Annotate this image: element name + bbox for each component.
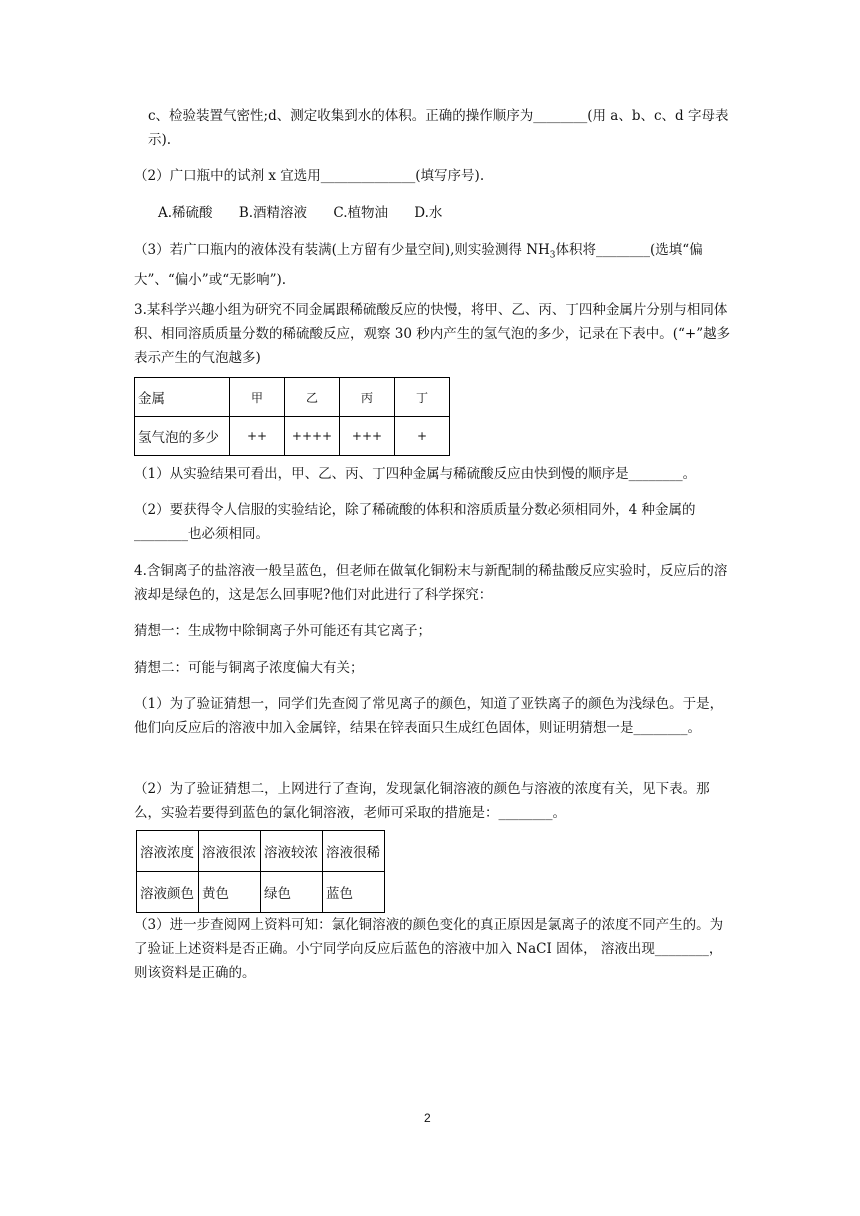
q2-step-cd: c、检验装置气密性;d、测定收集到水的体积。正确的操作顺序为________(用 a、b、c、d 字母表示).: [148, 108, 729, 148]
table-cell: 黄色: [199, 872, 261, 913]
table-cell: +++: [340, 417, 395, 456]
table-cell: 溶液较浓: [261, 831, 323, 872]
q3-intro: 3.某科学兴趣小组为研究不同金属跟稀硫酸反应的快慢，将甲、乙、丙、丁四种金属片分别与相同体积、相同溶质质量分数的稀硫酸反应，观察 30 秒内产生的氢气泡的多少，记录在下表中。(“+”越多表示产生的气泡越多): [134, 302, 731, 366]
metal-bubble-table: [134, 377, 450, 456]
option-c: C.植物油: [333, 205, 388, 221]
table-cell: 乙: [285, 378, 340, 417]
q2-sub2: （2）广口瓶中的试剂 x 宜选用______________(填写序号).: [134, 168, 485, 184]
q3-sub1: （1）从实验结果可看出，甲、乙、丙、丁四种金属与稀硫酸反应由快到慢的顺序是________。: [134, 466, 697, 482]
q2-sub3: [134, 238, 734, 292]
q4-guess1: 猜想一：生成物中除铜离子外可能还有其它离子；: [134, 623, 431, 639]
table-cell: 蓝色: [323, 872, 385, 913]
table-cell: +: [395, 417, 450, 456]
table-cell: 溶液颜色: [137, 872, 199, 913]
table-row: [135, 417, 450, 456]
q4-sub3: （3）进一步查阅网上资料可知：氯化铜溶液的颜色变化的真正原因是氯离子的浓度不同产生的。为了验证上述资料是否正确。小宁同学向反应后蓝色的溶液中加入 NaCI 固体， 溶液出现________，则该资料是正确的。: [134, 917, 724, 981]
table-row: [137, 831, 385, 872]
subscript-3: 3: [549, 250, 556, 261]
option-b: B.酒精溶液: [238, 205, 308, 221]
table-row: [135, 378, 450, 417]
concentration-color-table: [136, 830, 385, 913]
q4-intro: 4.含铜离子的盐溶液一般呈蓝色，但老师在做氧化铜粉末与新配制的稀盐酸反应实验时，反应后的溶液却是绿色的，这是怎么回事呢?他们对此进行了科学探究：: [134, 563, 728, 603]
table-cell: 甲: [230, 378, 285, 417]
table-cell: 溶液浓度: [137, 831, 199, 872]
q2-options: [158, 201, 758, 225]
q4-sub1: （1）为了验证猜想一，同学们先查阅了常见离子的颜色，知道了亚铁离子的颜色为浅绿色。于是，他们向反应后的溶液中加入金属锌，结果在锌表面只生成红色固体，则证明猜想一是________。: [134, 696, 724, 736]
table-cell: 氢气泡的多少: [135, 417, 230, 456]
table-row: [137, 872, 385, 913]
table-cell: 金属: [135, 378, 230, 417]
page-number: 2: [424, 1111, 431, 1125]
table-cell: 丁: [395, 378, 450, 417]
option-a: A.稀硫酸: [158, 205, 213, 221]
table-cell: 溶液很稀: [323, 831, 385, 872]
q4-sub2: （2）为了验证猜想二，上网进行了查询，发现氯化铜溶液的颜色与溶液的浓度有关，见下表。那么，实验若要得到蓝色的氯化铜溶液，老师可采取的措施是：________。: [134, 781, 710, 821]
table-cell: ++++: [285, 417, 340, 456]
table-cell: 溶液很浓: [199, 831, 261, 872]
table-cell: 丙: [340, 378, 395, 417]
table-cell: ++: [230, 417, 285, 456]
table-cell: 绿色: [261, 872, 323, 913]
q4-guess2: 猜想二：可能与铜离子浓度偏大有关；: [134, 660, 364, 676]
option-d: D.水: [414, 205, 443, 221]
q3-sub2: （2）要获得令人信服的实验结论，除了稀硫酸的体积和溶质质量分数必须相同外，4 种金属的________也必须相同。: [134, 502, 696, 542]
q2-sub3-part-a: （3）若广口瓶内的液体没有装满(上方留有少量空间),则实验测得 NH: [134, 242, 550, 258]
q2-sub3-part-b: 体积将________(选填“偏大”、“偏小”或“无影响”).: [134, 242, 703, 288]
